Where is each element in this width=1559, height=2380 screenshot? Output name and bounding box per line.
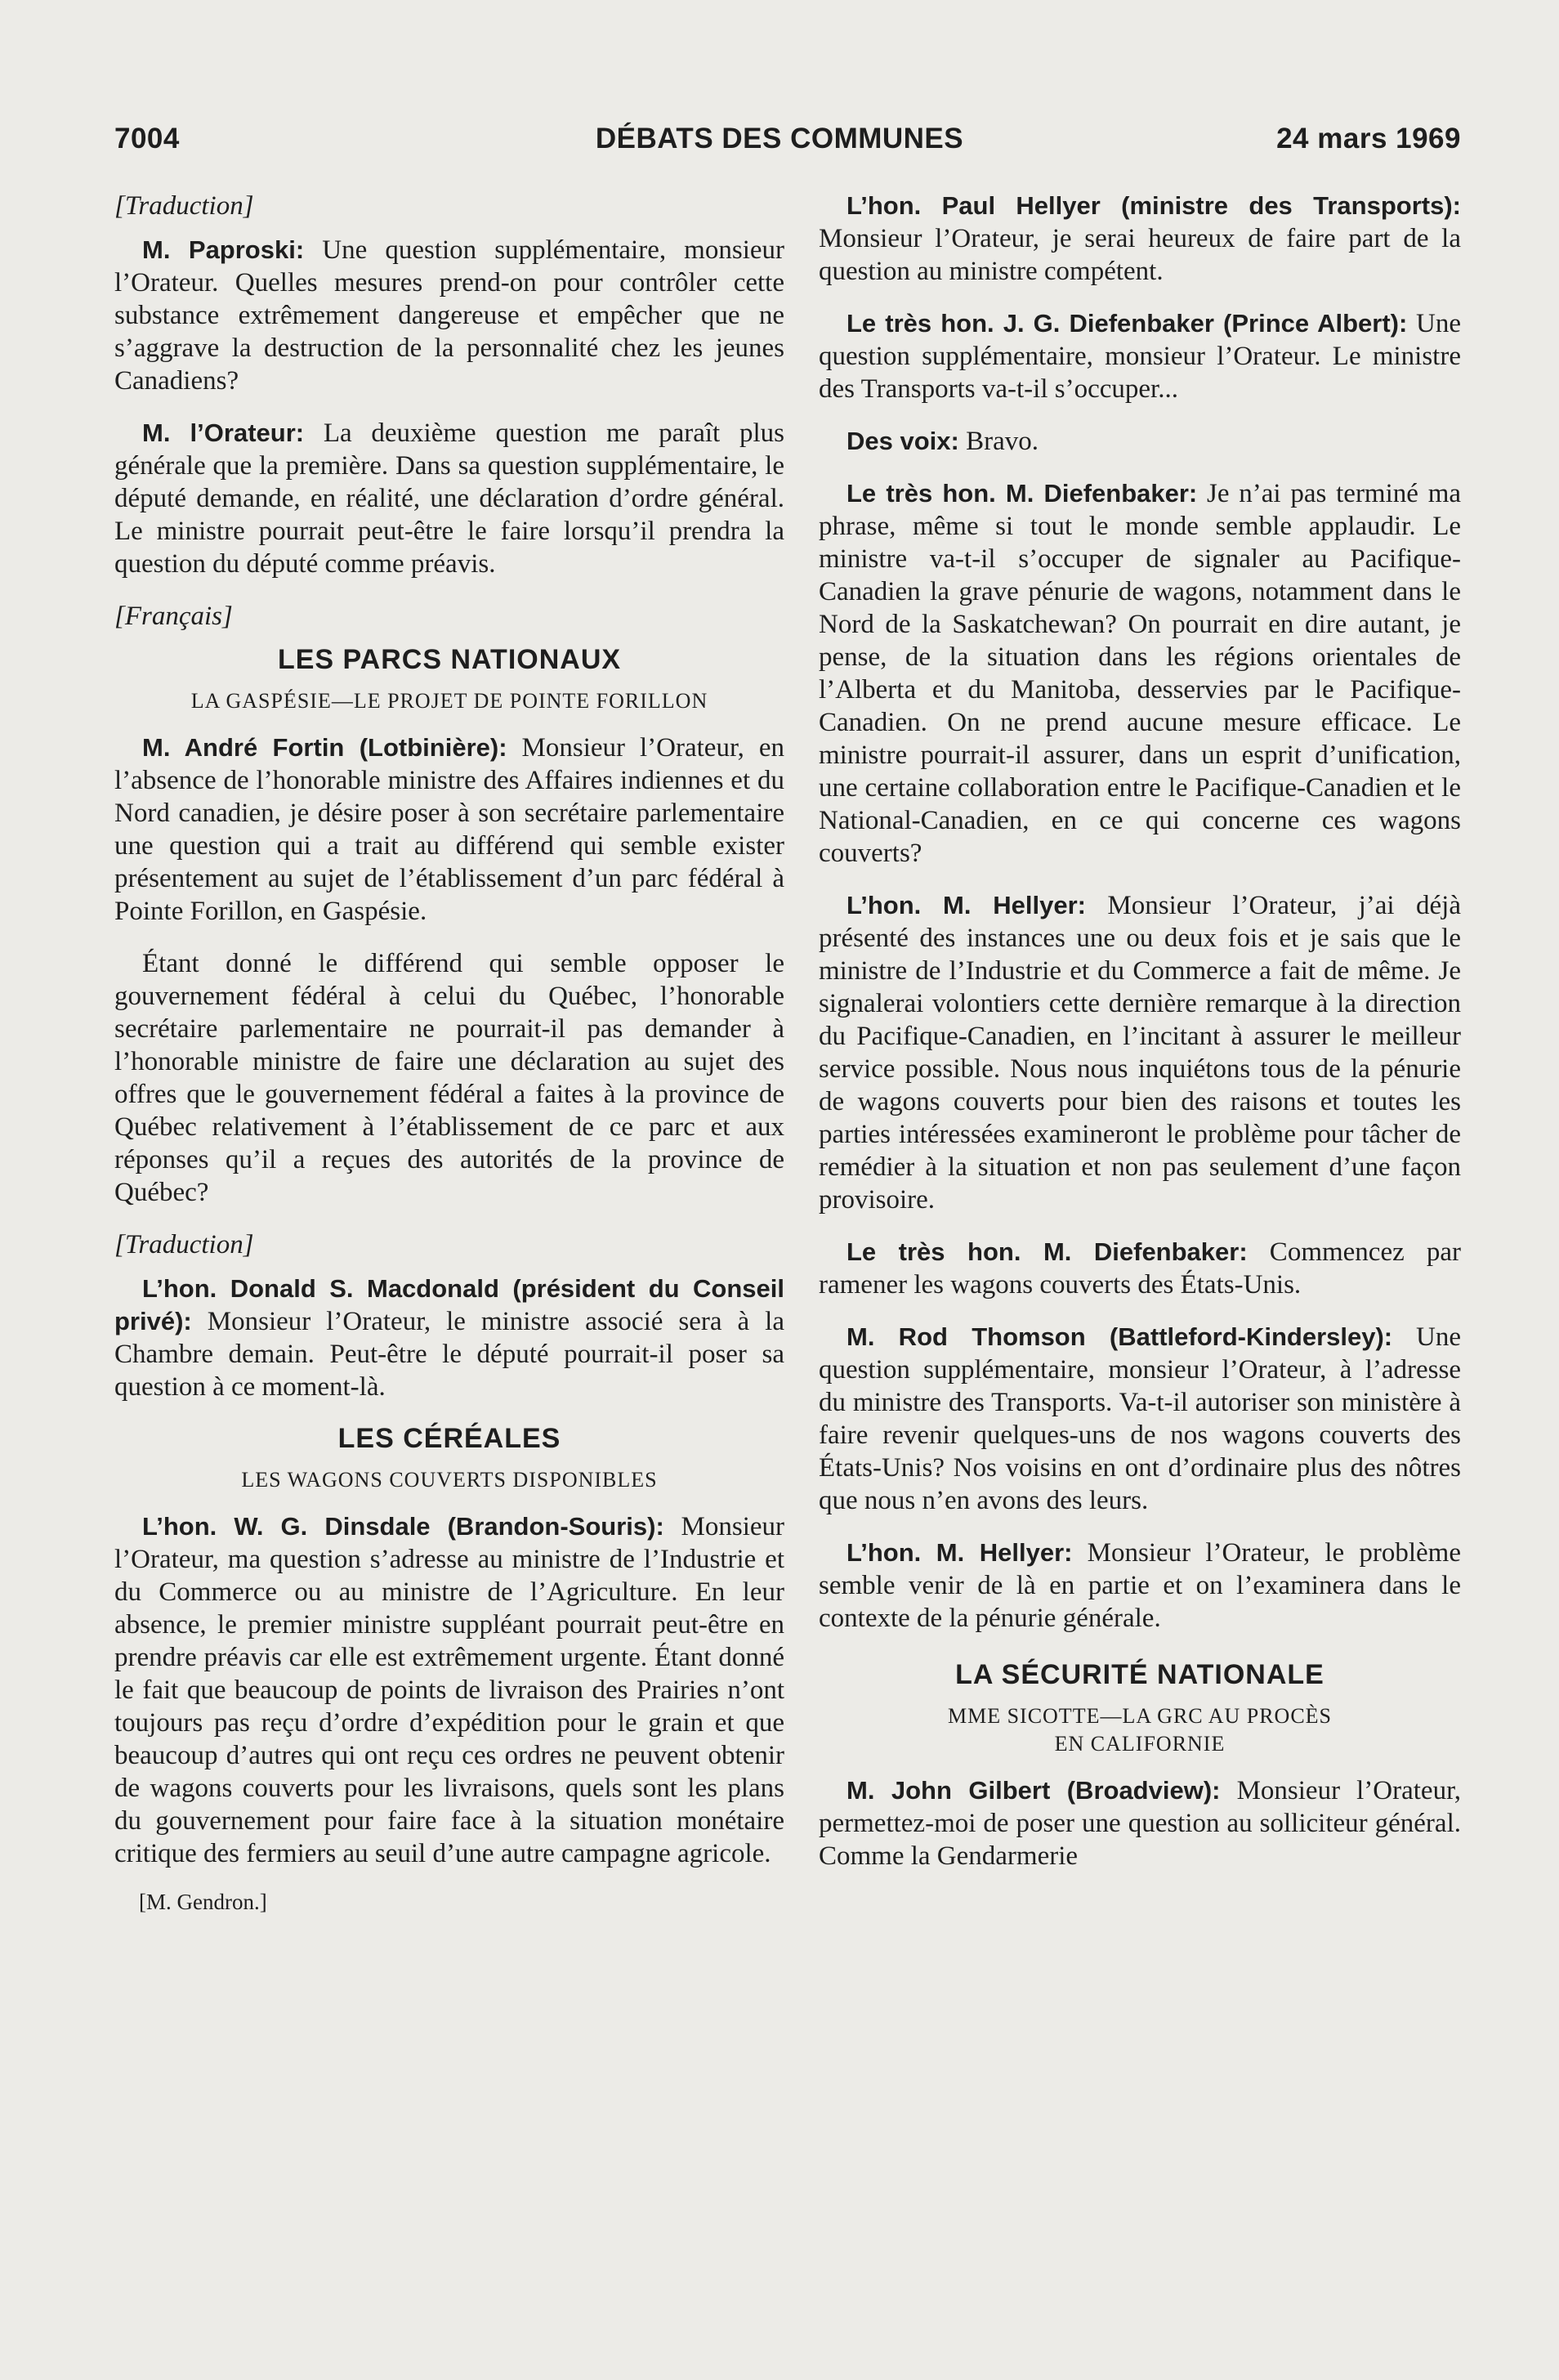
left-column [114, 190, 784, 1915]
speech-paragraph [819, 307, 1461, 405]
speech-text: Monsieur l’Orateur, je serai heureux de faire part de la question au ministre compétent. [819, 224, 1461, 286]
section-heading: LES PARCS NATIONAUX [277, 644, 622, 675]
speech-text: Commencez par ramener les wagons couverts des États-Unis. [819, 1237, 1462, 1300]
speaker-name: Des voix: [847, 427, 959, 455]
speech-text: Une question supplémentaire, monsieur l’Orateur, à l’adresse du ministre des Transports. Va-t-il autoriser son ministère à faire revenir quelques-uns de nos wagons couverts des États-Unis? Nos voisins en ont d’ordinaire plus des nôtres que nous n’en avons des leurs. [819, 1322, 1461, 1515]
speech-text: Monsieur l’Orateur, ma question s’adresse au ministre de l’Industrie et du Commerce ou au ministre de l’Agriculture. En leur absence, le premier ministre suppléant pourrait peut-être en prendre préavis car elle est extrêmement urgente. Étant donné le fait que beaucoup de points de livraison des Prairies n’ont toujours pas reçu d’ordre d’expédition pour le grain et que beaucoup d’autres qui ont reçu ces ordres ne peuvent obtenir de wagons couverts pour les livraisons, quels sont les plans du gouvernement pour faire face à la situation monétaire critique des fermiers au seuil d’une autre campagne agricole. [114, 1512, 785, 1868]
running-title: DÉBATS DES COMMUNES [595, 123, 964, 154]
speech-paragraph [114, 1510, 784, 1870]
speaker-name: Le très hon. M. Diefenbaker: [847, 1237, 1248, 1266]
speech-text: Une question supplémentaire, monsieur l’Orateur. Le ministre des Transports va-t-il s’occuper... [819, 309, 1462, 404]
speaker-name: L’hon. W. G. Dinsdale (Brandon-Souris): [142, 1512, 664, 1541]
section-subheading: LES WAGONS COUVERTS DISPONIBLES [241, 1468, 658, 1492]
section-heading: LES CÉRÉALES [337, 1423, 561, 1454]
speech-paragraph [819, 1321, 1461, 1517]
speaker-name: L’hon. Donald S. Macdonald (président du Conseil privé): [114, 1274, 784, 1335]
speech-paragraph [819, 1236, 1461, 1301]
speaker-name: M. André Fortin (Lotbinière): [142, 733, 507, 762]
speech-paragraph: Étant donné le différend qui semble opposer le gouvernement fédéral à celui du Québec, l’honorable secrétaire parlementaire ne pourrait-il pas demander à l’honorable ministre de faire une déclaration au sujet des offres que le gouvernement fédéral a faites à la province de Québec relativement à l’établissement de ce parc et aux réponses qu’il a reçues des autorités de la province de Québec? [114, 949, 784, 1207]
speaker-name: L’hon. M. Hellyer: [847, 1538, 1073, 1567]
speech-text: Monsieur l’Orateur, permettez-moi de poser une question au solliciteur général. Comme la Gendarmerie [819, 1776, 1462, 1871]
speaker-name: Le très hon. M. Diefenbaker: [847, 479, 1198, 508]
speech-paragraph [819, 1537, 1461, 1635]
speech-text: Monsieur l’Orateur, le ministre associé sera à la Chambre demain. Peut-être le député pourrait-il poser sa question à ce moment-là. [114, 1307, 784, 1402]
page-footer: [M. Gendron.] [139, 1890, 267, 1914]
speech-text: Monsieur l’Orateur, le problème semble venir de là en partie et on l’examinera dans le contexte de la pénurie générale. [819, 1538, 1461, 1633]
speech-text: Bravo. [958, 427, 1039, 456]
speaker-name: M. l’Orateur: [142, 418, 305, 447]
speaker-name: L’hon. M. Hellyer: [847, 891, 1086, 919]
language-tag: [Traduction] [114, 191, 254, 221]
speech-text: Monsieur l’Orateur, j’ai déjà présenté des instances une ou deux fois et je sais que le ministre de l’Industrie et du Commerce a fait de même. Je signalerai volontiers cette dernière remarque à la direction du Pacifique-Canadien, en l’incitant à assurer le meilleur service possible. Nous nous inquiétons tous de la pénurie de wagons couverts pour bien des raisons et toutes les parties intéressées examineront le problème pour tâcher de remédier à la situation et non pas seulement d’une façon provisoire. [819, 891, 1461, 1215]
speaker-name: Le très hon. J. G. Diefenbaker (Prince Albert): [847, 309, 1408, 338]
speech-text: La deuxième question me paraît plus générale que la première. Dans sa question supplémentaire, le député demande, en réalité, une déclaration d’ordre général. Le ministre pourrait peut-être le faire lorsqu’il prendra la question du député comme préavis. [114, 418, 784, 579]
section-subheading: LA GASPÉSIE—LE PROJET DE POINTE FORILLON [190, 689, 708, 713]
subheading-line: MME SICOTTE—LA GRC AU PROCÈS [947, 1704, 1333, 1728]
speech-paragraph [114, 234, 784, 397]
speech-paragraph [819, 1774, 1461, 1872]
speech-paragraph [819, 190, 1461, 288]
speaker-name: M. Paproski: [142, 235, 305, 264]
speech-paragraph [819, 889, 1461, 1216]
subheading-line: EN CALIFORNIE [1054, 1732, 1226, 1756]
speech-paragraph [819, 425, 1461, 458]
language-tag: [Traduction] [114, 1230, 254, 1259]
speaker-name: M. John Gilbert (Broadview): [847, 1776, 1221, 1805]
right-column [819, 190, 1461, 1892]
speech-paragraph [114, 1273, 784, 1403]
speaker-name: M. Rod Thomson (Battleford-Kindersley): [847, 1322, 1393, 1351]
speech-paragraph [819, 477, 1461, 870]
speech-paragraph [114, 417, 784, 580]
section-subheading [819, 1702, 1461, 1758]
speaker-name: L’hon. Paul Hellyer (ministre des Transports): [847, 191, 1461, 220]
speech-paragraph [114, 731, 784, 928]
page-number: 7004 [114, 123, 180, 154]
speech-text: Une question supplémentaire, monsieur l’Orateur. Quelles mesures prend-on pour contrôler cette substance extrêmement dangereuse et empêcher que ne s’aggrave la destruction de la personnalité chez les jeunes Canadiens? [114, 235, 784, 396]
section-heading: LA SÉCURITÉ NATIONALE [955, 1659, 1324, 1690]
speech-text: Monsieur l’Orateur, en l’absence de l’honorable ministre des Affaires indiennes et du Nord canadien, je désire poser à son secrétaire parlementaire une question qui a trait au différend qui semble exister présentement au sujet de l’établissement d’un parc fédéral à Pointe Forillon, en Gaspésie. [114, 733, 784, 926]
page-date: 24 mars 1969 [1276, 123, 1461, 154]
speech-text: Je n’ai pas terminé ma phrase, même si tout le monde semble applaudir. Le ministre va-t-il s’occuper de signaler au Pacifique-Canadien la grave pénurie de wagons, notamment dans le Nord de la Saskatchewan? On pourrait en dire autant, je pense, de la situation dans les régions orientales de l’Alberta et du Manitoba, desservies par le Pacifique-Canadien. On ne prend aucune mesure efficace. Le ministre pourrait-il assurer, dans un esprit d’unification, une certaine collaboration entre le Pacifique-Canadien et le National-Canadien, en ce qui concerne ces wagons couverts? [819, 479, 1462, 868]
language-tag: [Français] [114, 602, 233, 631]
